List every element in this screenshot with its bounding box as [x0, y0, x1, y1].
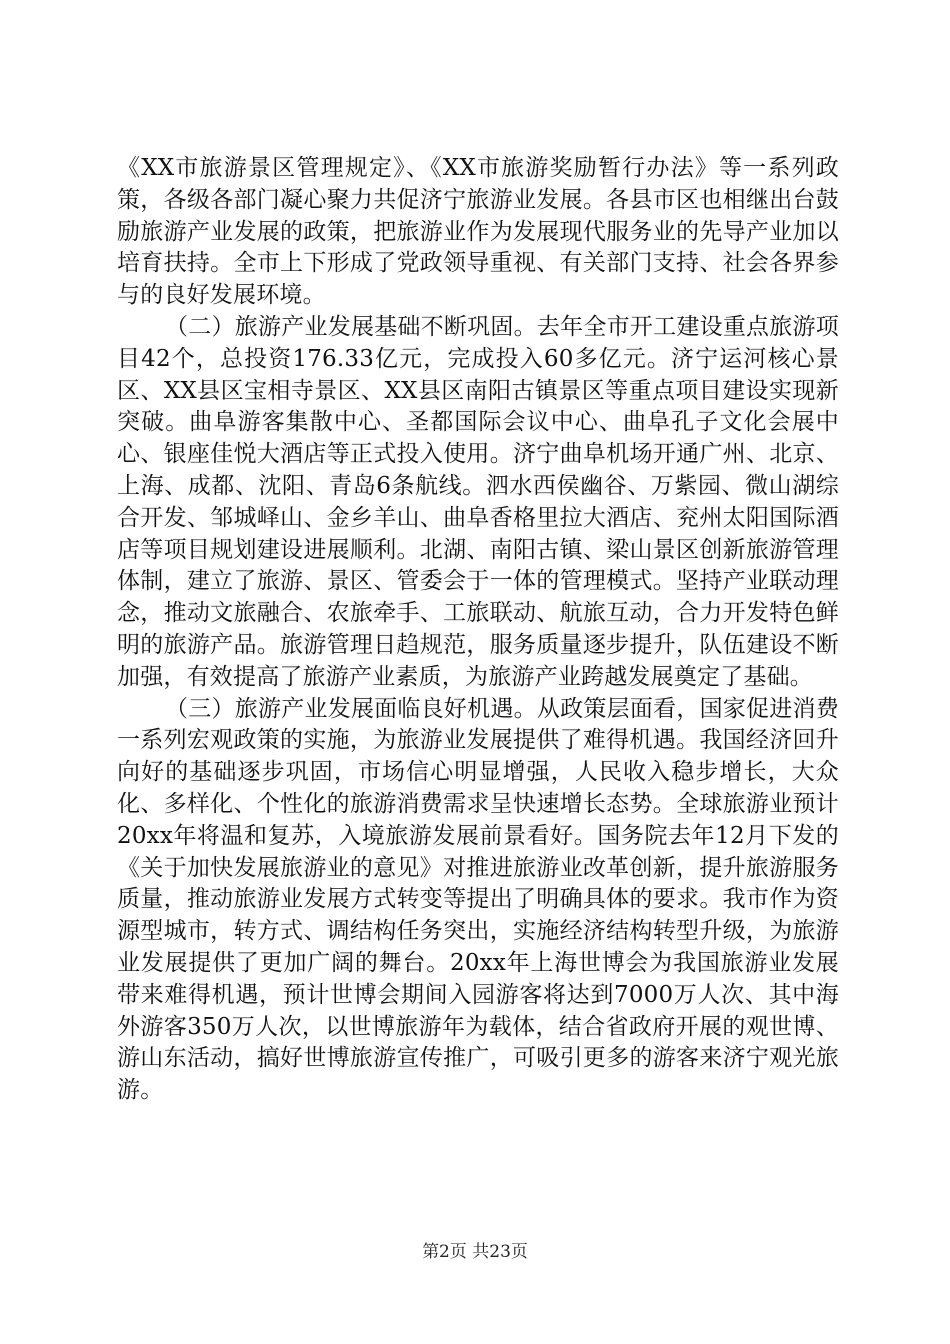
document-body: [117, 153, 839, 1107]
page-number-footer: 第2页 共23页: [422, 1242, 528, 1262]
paragraph-industry-foundation: （二）旅游产业发展基础不断巩固。去年全市开工建设重点旅游项目42个，总投资176.33亿元，完成投入60多亿元。济宁运河核心景区、XX县区宝相寺景区、XX县区南阳古镇景区等重点项目建设实现新突破。曲阜游客集散中心、圣都国际会议中心、曲阜孔子文化会展中心、银座佳悦大酒店等正式投入使用。济宁曲阜机场开通广州、北京、上海、成都、沈阳、青岛6条航线。泗水西侯幽谷、万紫园、微山湖综合开发、邹城峄山、金乡羊山、曲阜香格里拉大酒店、兖州太阳国际酒店等项目规划建设进展顺利。北湖、南阳古镇、梁山景区创新旅游管理体制，建立了旅游、景区、管委会于一体的管理模式。坚持产业联动理念，推动文旅融合、农旅牵手、工旅联动、航旅互动，合力开发特色鲜明的旅游产品。旅游管理日趋规范，服务质量逐步提升，队伍建设不断加强，有效提高了旅游产业素质，为旅游产业跨越发展奠定了基础。: [117, 313, 839, 690]
paragraph-industry-opportunities: （三）旅游产业发展面临良好机遇。从政策层面看，国家促进消费一系列宏观政策的实施，为旅游业发展提供了难得机遇。我国经济回升向好的基础逐步巩固，市场信心明显增强，人民收入稳步增长，大众化、多样化、个性化的旅游消费需求呈快速增长态势。全球旅游业预计20xx年将温和复苏，入境旅游发展前景看好。国务院去年12月下发的《关于加快发展旅游业的意见》对推进旅游业改革创新，提升旅游服务质量，推动旅游业发展方式转变等提出了明确具体的要求。我市作为资源型城市，转方式、调结构任务突出，实施经济结构转型升级，为旅游业发展提供了更加广阔的舞台。20xx年上海世博会为我国旅游业发展带来难得机遇，预计世博会期间入园游客将达到7000万人次、其中海外游客350万人次，以世博旅游年为载体，结合省政府开展的观世博、游山东活动，搞好世博旅游宣传推广，可吸引更多的游客来济宁观光旅游。: [117, 695, 839, 1104]
paragraph-policy-continuation: 《XX市旅游景区管理规定》、《XX市旅游奖励暂行办法》等一系列政策，各级各部门凝心聚力共促济宁旅游业发展。各县市区也相继出台鼓励旅游产业发展的政策，把旅游业作为发展现代服务业的先导产业加以培育扶持。全市上下形成了党政领导重视、有关部门支持、社会各界参与的良好发展环境。: [117, 155, 839, 309]
